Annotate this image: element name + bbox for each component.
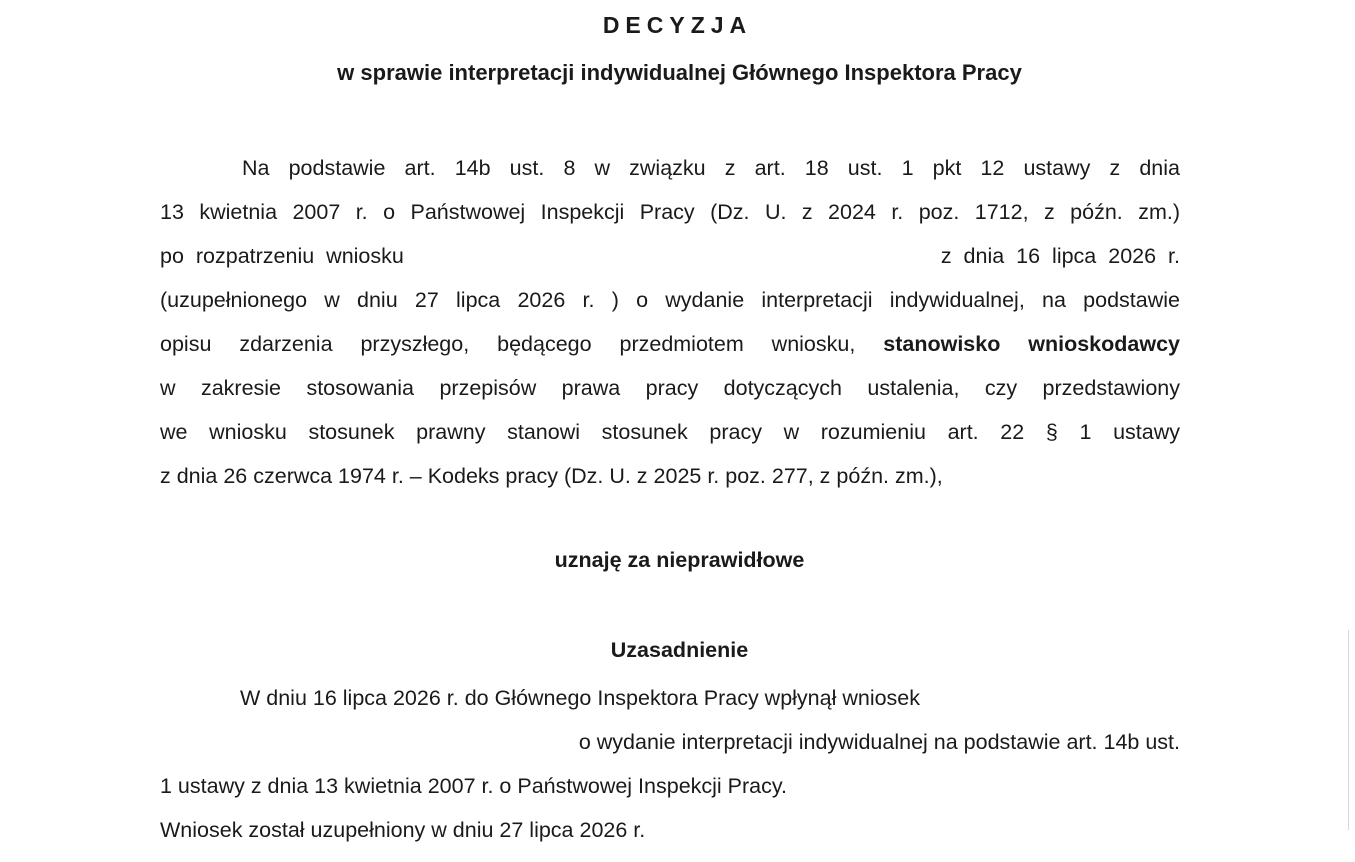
intro-line-3-right: z dnia 16 lipca 2026 r. (940, 244, 1180, 268)
scan-edge-mark (1348, 630, 1355, 830)
intro-line-6: w zakresie stosowania przepisów prawa pracy dotyczących ustalenia, czy przedstawiony (160, 376, 1180, 400)
intro-line-3 (160, 234, 1180, 278)
intro-line-5-text: opisu zdarzenia przyszłego, będącego przedmiotem wniosku, (160, 332, 856, 356)
justification-heading: Uzasadnienie (610, 638, 749, 662)
document-subtitle: w sprawie interpretacji indywidualnej Głównego Inspektora Pracy (337, 60, 1022, 85)
justification-line-1: W dniu 16 lipca 2026 r. do Głównego Inspektora Pracy wpłynął wniosek (240, 686, 921, 710)
justification-line-2: o wydanie interpretacji indywidualnej na podstawie art. 14b ust. (578, 730, 1180, 754)
justification-paragraph (160, 676, 1180, 852)
intro-line-4: (uzupełnionego w dniu 27 lipca 2026 r. ) o wydanie interpretacji indywidualnej, na podstawie (160, 288, 1180, 312)
decision-statement: uznaję za nieprawidłowe (554, 548, 805, 572)
intro-line-8: z dnia 26 czerwca 1974 r. – Kodeks pracy (Dz. U. z 2025 r. poz. 277, z późn. zm.), (160, 464, 943, 488)
intro-line-1: Na podstawie art. 14b ust. 8 w związku z art. 18 ust. 1 pkt 12 ustawy z dnia (242, 156, 1180, 180)
justification-line-4: Wniosek został uzupełniony w dniu 27 lipca 2026 r. (160, 818, 646, 842)
intro-line-7: we wniosku stosunek prawny stanowi stosunek pracy w rozumieniu art. 22 § 1 ustawy (160, 420, 1180, 444)
intro-line-3-left: po rozpatrzeniu wniosku (160, 244, 404, 268)
intro-line-2: 13 kwietnia 2007 r. o Państwowej Inspekcji Pracy (Dz. U. z 2024 r. poz. 1712, z późn. zm.) (160, 200, 1180, 224)
applicant-position-label: stanowisko wnioskodawcy (883, 332, 1180, 356)
intro-paragraph (160, 146, 1180, 498)
document-title: DECYZJA (602, 12, 753, 38)
justification-line-3: 1 ustawy z dnia 13 kwietnia 2007 r. o Państwowej Inspekcji Pracy. (160, 774, 788, 798)
intro-line-5 (160, 322, 1180, 366)
